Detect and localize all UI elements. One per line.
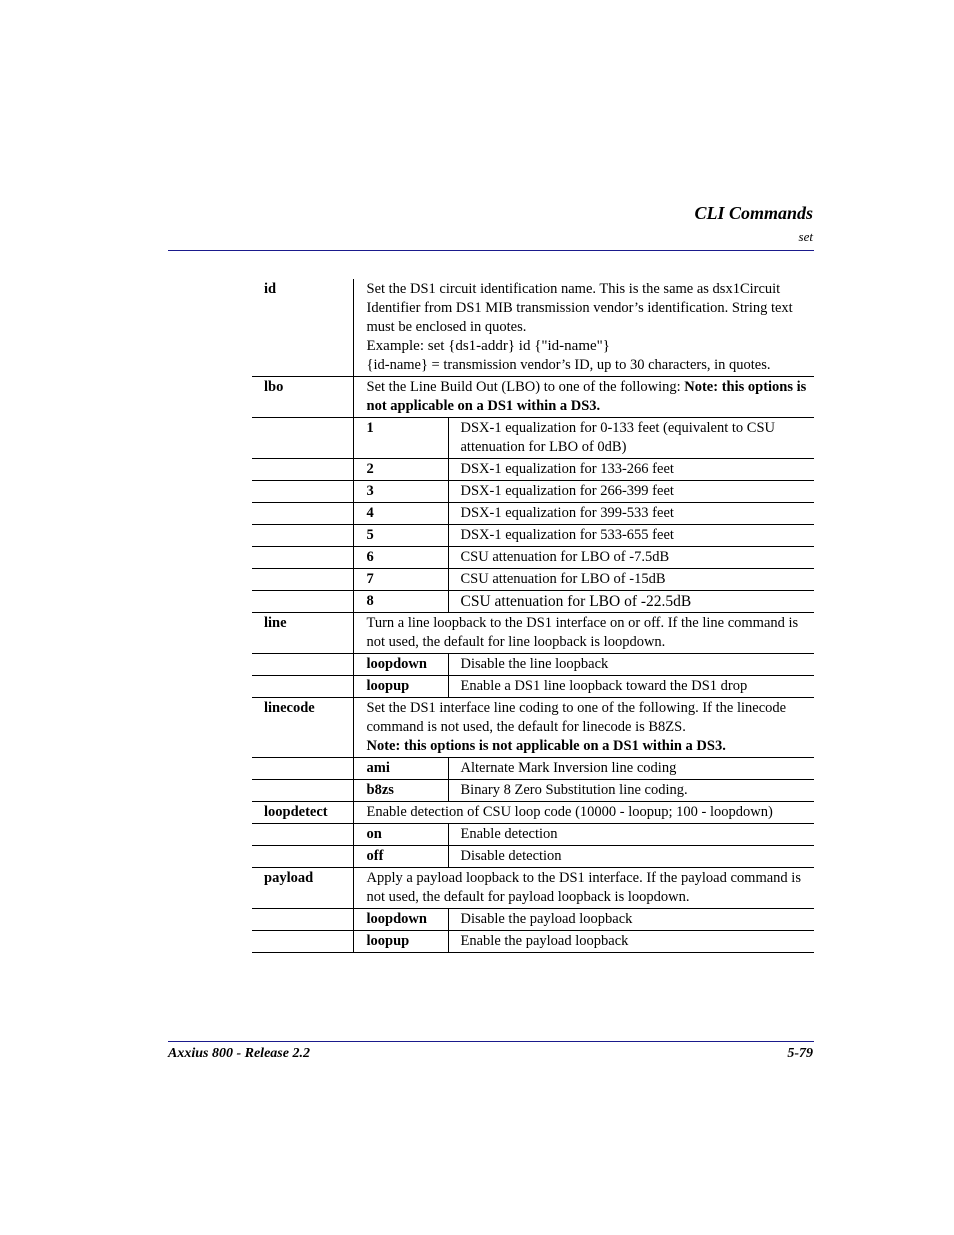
table-row (252, 802, 814, 824)
table-row (252, 780, 814, 802)
param-name-payload: payload (252, 868, 353, 909)
option-desc: DSX-1 equalization for 0-133 feet (equivalent to CSU attenuation for LBO of 0dB) (448, 418, 814, 459)
option-value: 5 (353, 525, 448, 547)
option-desc: Binary 8 Zero Substitution line coding. (448, 780, 814, 802)
footer-page-number: 5-79 (787, 1046, 813, 1061)
param-desc-lbo (353, 377, 814, 418)
option-value: 7 (353, 569, 448, 591)
table-row (252, 569, 814, 591)
footer-product-release: Axxius 800 - Release 2.2 (168, 1046, 310, 1061)
table-row (252, 931, 814, 953)
param-note: Note: this options is not applicable on a DS1 within a DS3. (366, 379, 807, 414)
param-name-lbo: lbo (252, 377, 353, 418)
option-value: ami (353, 758, 448, 780)
option-desc: DSX-1 equalization for 133-266 feet (448, 459, 814, 481)
option-desc: Enable a DS1 line loopback toward the DS1 drop (448, 676, 814, 698)
param-desc-linecode (353, 698, 814, 758)
option-desc: CSU attenuation for LBO of -22.5dB (448, 591, 814, 613)
option-desc: Disable detection (448, 846, 814, 868)
footer-divider (168, 1041, 814, 1042)
command-parameters-table (252, 279, 814, 953)
param-example: Example: set {ds1-addr} id {"id-name"} (366, 338, 610, 354)
table-row (252, 459, 814, 481)
table-row (252, 676, 814, 698)
table-row (252, 613, 814, 654)
table-row (252, 503, 814, 525)
option-desc: Alternate Mark Inversion line coding (448, 758, 814, 780)
option-value: loopup (353, 676, 448, 698)
table-row (252, 868, 814, 909)
param-name-line: line (252, 613, 353, 654)
option-value: 4 (353, 503, 448, 525)
table-row (252, 758, 814, 780)
table-row (252, 846, 814, 868)
table-row (252, 698, 814, 758)
param-desc-payload: Apply a payload loopback to the DS1 interface. If the payload command is not used, the default for payload loopback is loopdown. (353, 868, 814, 909)
header-divider (168, 250, 814, 251)
option-desc: Disable the payload loopback (448, 909, 814, 931)
option-desc: DSX-1 equalization for 399-533 feet (448, 503, 814, 525)
option-desc: CSU attenuation for LBO of -15dB (448, 569, 814, 591)
option-value: 1 (353, 418, 448, 459)
param-note: Note: this options is not applicable on a DS1 within a DS3. (366, 738, 726, 754)
option-value: on (353, 824, 448, 846)
option-value: 6 (353, 547, 448, 569)
param-desc-text: Set the Line Build Out (LBO) to one of the following: (366, 379, 681, 395)
table-row (252, 824, 814, 846)
param-desc-text: Set the DS1 circuit identification name. This is the same as dsx1Circuit Identifier from DS1 MIB transmission vendor’s identification. String text must be enclosed in quotes. (366, 281, 793, 335)
param-desc-text: Set the DS1 interface line coding to one of the following. If the linecode command is not used, the default for linecode is B8ZS. (366, 700, 787, 735)
param-desc-line: Turn a line loopback to the DS1 interface on or off. If the line command is not used, the default for line loopback is loopdown. (353, 613, 814, 654)
param-desc-id (353, 279, 814, 377)
option-value: loopup (353, 931, 448, 953)
param-name-loopdetect: loopdetect (252, 802, 353, 824)
table-row (252, 909, 814, 931)
option-value: 2 (353, 459, 448, 481)
option-desc: DSX-1 equalization for 533-655 feet (448, 525, 814, 547)
page-header-subtitle: set (798, 229, 813, 244)
option-desc: Enable the payload loopback (448, 931, 814, 953)
table-row (252, 418, 814, 459)
table-row (252, 525, 814, 547)
option-value: 8 (353, 591, 448, 613)
option-value: b8zs (353, 780, 448, 802)
param-name-id: id (252, 279, 353, 377)
table-row (252, 591, 814, 613)
param-example-note: {id-name} = transmission vendor’s ID, up to 30 characters, in quotes. (366, 357, 771, 373)
option-desc: Enable detection (448, 824, 814, 846)
option-value: loopdown (353, 654, 448, 676)
option-desc: Disable the line loopback (448, 654, 814, 676)
table-row (252, 654, 814, 676)
table-row (252, 481, 814, 503)
param-desc-loopdetect: Enable detection of CSU loop code (10000 - loopup; 100 - loopdown) (353, 802, 814, 824)
option-desc: CSU attenuation for LBO of -7.5dB (448, 547, 814, 569)
param-name-linecode: linecode (252, 698, 353, 758)
option-desc: DSX-1 equalization for 266-399 feet (448, 481, 814, 503)
table-row (252, 377, 814, 418)
page-header-title: CLI Commands (694, 203, 813, 223)
table-row (252, 279, 814, 377)
option-value: 3 (353, 481, 448, 503)
table-row (252, 547, 814, 569)
option-value: loopdown (353, 909, 448, 931)
option-value: off (353, 846, 448, 868)
